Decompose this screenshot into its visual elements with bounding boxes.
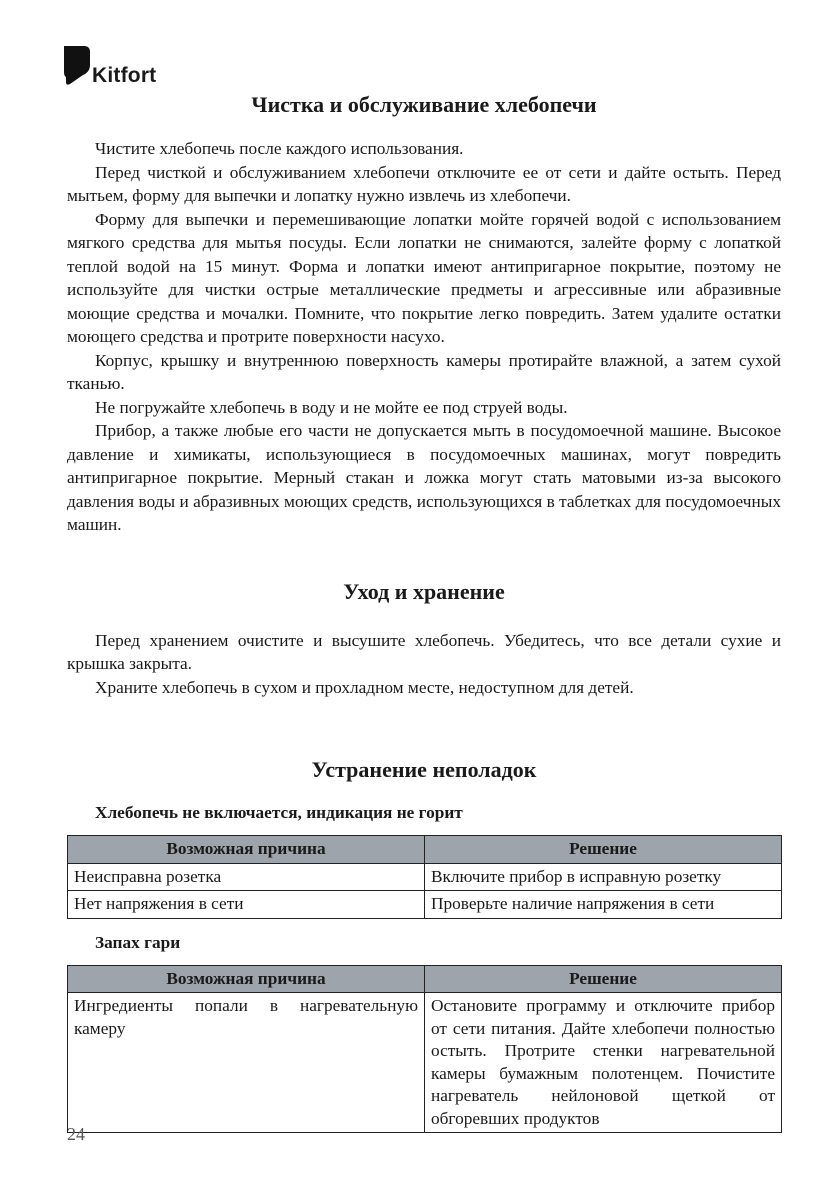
solution-cell: Остановите программу и отключите прибор от сети питания. Дайте хлебопечи полностью остыть. Протрите стенки нагревательной камеры бумажным полотенцем. Почистите нагреватель нейлоновой щеткой от обгоревших продуктов	[425, 993, 782, 1133]
troubleshooting-title: Устранение неполадок	[311, 757, 537, 782]
cause-cell: Ингредиенты попали в нагревательную камеру	[68, 993, 425, 1133]
cause-cell: Неисправна розетка	[68, 863, 425, 891]
cleaning-paragraph: Чистите хлебопечь после каждого использования.	[95, 139, 464, 158]
cleaning-paragraph: Перед чисткой и обслуживанием хлебопечи отключите ее от сети и дайте остыть. Перед мытьем, форму для выпечки и лопатку нужно извлечь из хлебопечи.	[67, 162, 781, 205]
troubleshooting-table	[67, 965, 782, 1134]
table-row	[68, 891, 782, 919]
header-cause: Возможная причина	[68, 965, 425, 993]
problem-title: Хлебопечь не включается, индикация не горит	[95, 803, 463, 822]
header-cause: Возможная причина	[68, 836, 425, 864]
brand-name: Kitfort	[92, 64, 157, 87]
kitfort-logo-icon	[64, 46, 90, 86]
page-number: 24	[67, 1124, 85, 1144]
header-solution: Решение	[425, 836, 782, 864]
cleaning-paragraph: Не погружайте хлебопечь в воду и не мойте ее под струей воды.	[95, 397, 568, 417]
table-header-row	[68, 836, 782, 864]
cause-cell: Нет напряжения в сети	[68, 891, 425, 919]
page-content	[67, 90, 781, 1133]
brand-logo	[64, 46, 156, 86]
troubleshooting-table	[67, 835, 782, 919]
table-row	[68, 863, 782, 891]
cleaning-paragraph: Прибор, а также любые его части не допускается мыть в посудомоечной машине. Высокое давление и химикаты, использующиеся в посудомоечных машинах, могут повредить антипригарное покрытие. Мерный стакан и ложка могут стать матовыми из-за высокого давления воды и абразивных моющих средств, использующихся в таблетках для посудомоечных машин.	[67, 421, 781, 534]
solution-cell: Включите прибор в исправную розетку	[425, 863, 782, 891]
cleaning-paragraph: Корпус, крышку и внутреннюю поверхность камеры протирайте влажной, а затем сухой тканью.	[67, 350, 781, 393]
storage-paragraph: Перед хранением очистите и высушите хлебопечь. Убедитесь, что все детали сухие и крышка закрыта.	[67, 630, 781, 673]
header-solution: Решение	[425, 965, 782, 993]
table-row	[68, 993, 782, 1133]
storage-title: Уход и хранение	[343, 578, 505, 604]
cleaning-paragraph: Форму для выпечки и перемешивающие лопатки мойте горячей водой с использованием мягкого средства для мытья посуды. Если лопатки не снимаются, залейте форму с лопаткой теплой водой на 15 минут. Форма и лопатки имеют антипригарное покрытие, поэтому не используйте для чистки острые металлические предметы и агрессивные или абразивные моющие средства и мочалки. Помните, что покрытие легко повредить. Затем удалите остатки моющего средства и протрите поверхности насухо.	[67, 209, 781, 346]
table-header-row	[68, 965, 782, 993]
problem-title: Запах гари	[95, 932, 181, 952]
cleaning-title: Чистка и обслуживание хлебопечи	[251, 92, 597, 117]
solution-cell: Проверьте наличие напряжения в сети	[425, 891, 782, 919]
storage-paragraph: Храните хлебопечь в сухом и прохладном месте, недоступном для детей.	[95, 677, 634, 697]
